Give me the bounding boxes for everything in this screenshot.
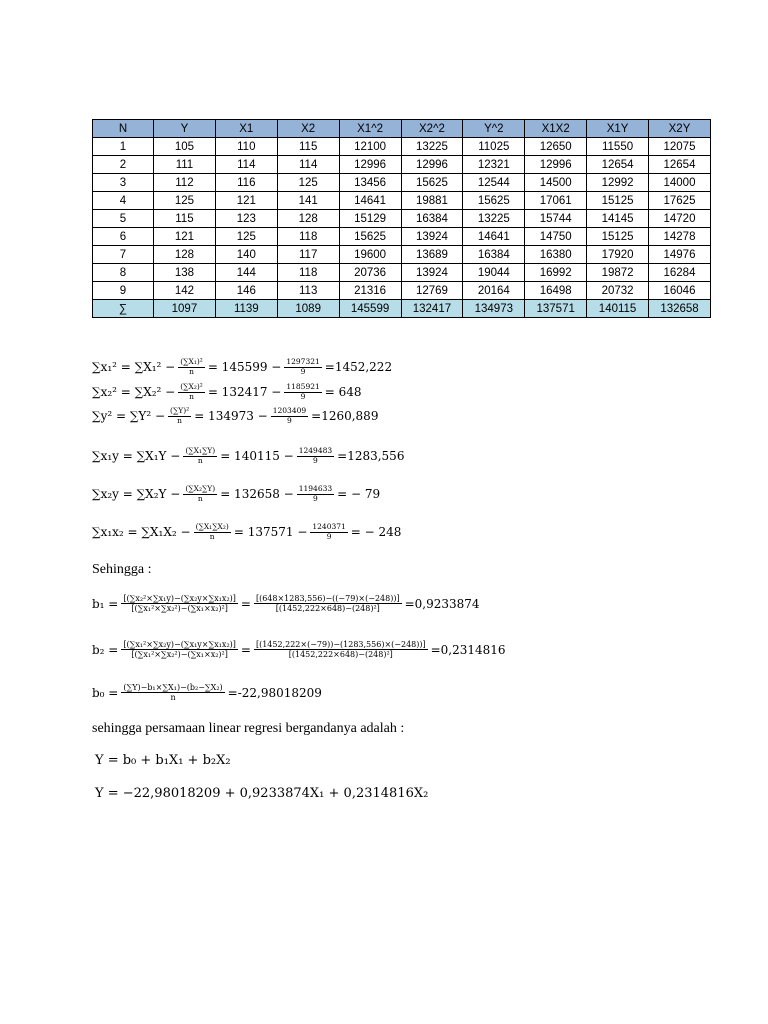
eq-mid: = 137571 − bbox=[233, 525, 308, 540]
sum-row bbox=[93, 300, 711, 318]
table-cell: 117 bbox=[277, 246, 339, 264]
fraction: $\frac{1203409}{9}$ bbox=[272, 406, 307, 425]
table-cell: 16992 bbox=[525, 264, 587, 282]
fraction: $\frac{1297321}{9}$ bbox=[286, 357, 320, 376]
fraction: $\frac{1240371}{9}$ bbox=[312, 522, 346, 541]
fraction: $\frac{1249483}{9}$ bbox=[298, 446, 333, 465]
table-cell: 20736 bbox=[339, 264, 401, 282]
table-row bbox=[93, 210, 711, 228]
table-cell: 12654 bbox=[587, 156, 649, 174]
table-cell: 14720 bbox=[649, 210, 711, 228]
sum-cell: 132658 bbox=[649, 300, 711, 318]
eq-mid: = 140115 − bbox=[220, 449, 294, 464]
table-cell: 20732 bbox=[587, 282, 649, 300]
column-header: X2Y bbox=[649, 120, 711, 138]
table-cell: 13689 bbox=[401, 246, 463, 264]
table-cell: 13924 bbox=[401, 228, 463, 246]
equals-sign: = bbox=[240, 642, 251, 657]
table-cell: 115 bbox=[154, 210, 216, 228]
table-cell: 128 bbox=[277, 210, 339, 228]
fraction: $\frac{1185921}{9}$ bbox=[286, 382, 320, 401]
column-header: X2 bbox=[277, 120, 339, 138]
fraction: $\frac{[(1452,222\times(-79))-(1283,556)\times(-248))]}{\text{[(1452,222×648)−(248)²]}}$ bbox=[255, 640, 426, 660]
table-row bbox=[93, 138, 711, 156]
table-cell: 12769 bbox=[401, 282, 463, 300]
equals-sign: = bbox=[240, 596, 251, 611]
eq-rhs: = − 79 bbox=[337, 487, 381, 502]
fraction: $\frac{\text{(∑X₂∑Y)}}{n}$ bbox=[185, 484, 216, 503]
column-header: N bbox=[93, 120, 154, 138]
sum-cell: 132417 bbox=[401, 300, 463, 318]
sum-cell: 137571 bbox=[525, 300, 587, 318]
table-cell: 12996 bbox=[339, 156, 401, 174]
table-cell: 15625 bbox=[401, 174, 463, 192]
equation-sum-x2y bbox=[92, 485, 380, 503]
table-cell: 15625 bbox=[463, 192, 525, 210]
regression-model-final: Y = −22,98018209 + 0,9233874X₁ + 0,2314816X₂ bbox=[95, 786, 429, 801]
equation-b0 bbox=[92, 683, 322, 702]
eq-lhs: ∑x₁y = ∑X₁Y − bbox=[92, 449, 181, 464]
table-cell: 17920 bbox=[587, 246, 649, 264]
eq-rhs: = − 248 bbox=[350, 525, 402, 540]
table-cell: 17625 bbox=[649, 192, 711, 210]
eq-rhs: = 648 bbox=[324, 385, 362, 400]
fraction: $\frac{\text{(∑X₁∑Y)}}{n}$ bbox=[185, 446, 216, 465]
table-cell: 14000 bbox=[649, 174, 711, 192]
table-cell: 16046 bbox=[649, 282, 711, 300]
column-header: X1X2 bbox=[525, 120, 587, 138]
table-cell: 12321 bbox=[463, 156, 525, 174]
fraction: $\frac{\text{(∑Y)²}}{n}$ bbox=[170, 406, 190, 425]
eq-lhs: ∑x₂² = ∑X₂² − bbox=[92, 385, 176, 400]
table-cell: 6 bbox=[93, 228, 154, 246]
equation-sum-x2-squared bbox=[92, 383, 362, 401]
table-cell: 146 bbox=[215, 282, 277, 300]
table-cell: 125 bbox=[154, 192, 216, 210]
table-cell: 125 bbox=[215, 228, 277, 246]
table-row bbox=[93, 282, 711, 300]
eq-lhs: b₁ = bbox=[92, 596, 119, 611]
table-cell: 3 bbox=[93, 174, 154, 192]
table-cell: 19872 bbox=[587, 264, 649, 282]
table-cell: 14500 bbox=[525, 174, 587, 192]
sum-cell: ∑ bbox=[93, 300, 154, 318]
table-cell: 21316 bbox=[339, 282, 401, 300]
table-cell: 125 bbox=[277, 174, 339, 192]
eq-rhs: =1260,889 bbox=[311, 409, 379, 424]
table-cell: 141 bbox=[277, 192, 339, 210]
table-cell: 140 bbox=[215, 246, 277, 264]
equation-sum-x1-squared bbox=[92, 358, 392, 376]
data-table bbox=[92, 119, 711, 318]
table-header-row bbox=[93, 120, 711, 138]
table-cell: 12996 bbox=[525, 156, 587, 174]
table-body bbox=[93, 138, 711, 318]
regression-model-general: Y = b₀ + b₁X₁ + b₂X₂ bbox=[95, 753, 231, 768]
table-cell: 142 bbox=[154, 282, 216, 300]
table-cell: 144 bbox=[215, 264, 277, 282]
column-header: Y bbox=[154, 120, 216, 138]
eq-lhs: ∑x₁x₂ = ∑X₁X₂ − bbox=[92, 525, 191, 540]
table-cell: 4 bbox=[93, 192, 154, 210]
table-cell: 128 bbox=[154, 246, 216, 264]
eq-rhs: =-22,98018209 bbox=[227, 685, 322, 700]
table-row bbox=[93, 156, 711, 174]
table-cell: 12996 bbox=[401, 156, 463, 174]
column-header: X1 bbox=[215, 120, 277, 138]
table-cell: 7 bbox=[93, 246, 154, 264]
sum-cell: 1089 bbox=[277, 300, 339, 318]
table-cell: 14145 bbox=[587, 210, 649, 228]
eq-mid: = 132417 − bbox=[207, 385, 282, 400]
equation-sum-x1y bbox=[92, 447, 404, 465]
fraction: $\frac{[(648\times 1283,556)-((-79)\times(-248))]}{\text{[(1452,222×648)−(248)²]}}$ bbox=[255, 594, 400, 614]
table-cell: 14278 bbox=[649, 228, 711, 246]
table-cell: 116 bbox=[215, 174, 277, 192]
table-cell: 114 bbox=[277, 156, 339, 174]
sum-cell: 140115 bbox=[587, 300, 649, 318]
table-cell: 15129 bbox=[339, 210, 401, 228]
column-header: X1^2 bbox=[339, 120, 401, 138]
sum-cell: 1139 bbox=[215, 300, 277, 318]
eq-rhs: =0,9233874 bbox=[404, 596, 480, 611]
sum-cell: 145599 bbox=[339, 300, 401, 318]
table-cell: 111 bbox=[154, 156, 216, 174]
table-cell: 2 bbox=[93, 156, 154, 174]
table-cell: 14641 bbox=[463, 228, 525, 246]
table-cell: 118 bbox=[277, 228, 339, 246]
table-cell: 13225 bbox=[463, 210, 525, 228]
column-header: Y^2 bbox=[463, 120, 525, 138]
table-cell: 115 bbox=[277, 138, 339, 156]
eq-lhs: b₀ = bbox=[92, 685, 119, 700]
table-cell: 123 bbox=[215, 210, 277, 228]
table-cell: 13924 bbox=[401, 264, 463, 282]
table-cell: 15625 bbox=[339, 228, 401, 246]
table-cell: 16498 bbox=[525, 282, 587, 300]
fraction: $\frac{\text{(∑X₂)²}}{n}$ bbox=[180, 382, 203, 401]
eq-mid: = 145599 − bbox=[207, 360, 282, 375]
table-row bbox=[93, 174, 711, 192]
table-row bbox=[93, 192, 711, 210]
eq-lhs: b₂ = bbox=[92, 642, 119, 657]
table-cell: 12100 bbox=[339, 138, 401, 156]
eq-rhs: =1283,556 bbox=[337, 449, 405, 464]
table-cell: 105 bbox=[154, 138, 216, 156]
table-cell: 20164 bbox=[463, 282, 525, 300]
table-row bbox=[93, 228, 711, 246]
fraction: $\frac{\text{[(∑x₂²×∑x₁y)−(∑x₂y×∑x₁x₂)]}}{\text{[(∑x₁²×∑x₂²)−(∑x₁×x₂)²]}}$ bbox=[123, 594, 236, 614]
table-cell: 12075 bbox=[649, 138, 711, 156]
fraction: $\frac{\text{(∑X₁∑X₂)}}{n}$ bbox=[195, 522, 229, 541]
fraction: $\frac{\text{(∑X₁)²}}{n}$ bbox=[180, 357, 203, 376]
table-cell: 16384 bbox=[463, 246, 525, 264]
column-header: X2^2 bbox=[401, 120, 463, 138]
table-cell: 9 bbox=[93, 282, 154, 300]
table-cell: 5 bbox=[93, 210, 154, 228]
eq-mid: = 134973 − bbox=[194, 409, 268, 424]
eq-lhs: ∑x₂y = ∑X₂Y − bbox=[92, 487, 181, 502]
table-cell: 19600 bbox=[339, 246, 401, 264]
table-cell: 121 bbox=[215, 192, 277, 210]
table-cell: 12992 bbox=[587, 174, 649, 192]
column-header: X1Y bbox=[587, 120, 649, 138]
table-cell: 12544 bbox=[463, 174, 525, 192]
table-cell: 118 bbox=[277, 264, 339, 282]
table-cell: 19881 bbox=[401, 192, 463, 210]
table-cell: 14976 bbox=[649, 246, 711, 264]
table-cell: 16384 bbox=[401, 210, 463, 228]
equation-sum-x1x2 bbox=[92, 523, 401, 541]
equation-b1 bbox=[92, 594, 480, 613]
equation-sum-y-squared bbox=[92, 407, 378, 425]
table-cell: 17061 bbox=[525, 192, 587, 210]
table-cell: 15125 bbox=[587, 228, 649, 246]
table-cell: 11550 bbox=[587, 138, 649, 156]
table-cell: 13456 bbox=[339, 174, 401, 192]
sum-cell: 1097 bbox=[154, 300, 216, 318]
eq-rhs: =0,2314816 bbox=[430, 642, 506, 657]
sehingga-label: Sehingga : bbox=[92, 562, 152, 577]
table-cell: 113 bbox=[277, 282, 339, 300]
sum-cell: 134973 bbox=[463, 300, 525, 318]
table-cell: 138 bbox=[154, 264, 216, 282]
equation-b2 bbox=[92, 640, 506, 659]
eq-lhs: ∑x₁² = ∑X₁² − bbox=[92, 360, 176, 375]
table-row bbox=[93, 246, 711, 264]
fraction: $\frac{\text{(∑Y)−b₁×∑X₁)−(b₂−∑X₂)}}{n}$ bbox=[123, 683, 223, 703]
conclusion-text: sehingga persamaan linear regresi bergandanya adalah : bbox=[92, 721, 405, 736]
table-cell: 12654 bbox=[649, 156, 711, 174]
table-cell: 112 bbox=[154, 174, 216, 192]
table-cell: 110 bbox=[215, 138, 277, 156]
table-cell: 16284 bbox=[649, 264, 711, 282]
eq-lhs: ∑y² = ∑Y² − bbox=[92, 409, 166, 424]
table-row bbox=[93, 264, 711, 282]
table-cell: 114 bbox=[215, 156, 277, 174]
table-cell: 12650 bbox=[525, 138, 587, 156]
table-cell: 14641 bbox=[339, 192, 401, 210]
table-cell: 19044 bbox=[463, 264, 525, 282]
fraction: $\frac{1194633}{9}$ bbox=[298, 484, 333, 503]
table-cell: 1 bbox=[93, 138, 154, 156]
table-cell: 13225 bbox=[401, 138, 463, 156]
eq-mid: = 132658 − bbox=[220, 487, 294, 502]
table-cell: 121 bbox=[154, 228, 216, 246]
table-cell: 15125 bbox=[587, 192, 649, 210]
table-cell: 11025 bbox=[463, 138, 525, 156]
table-cell: 14750 bbox=[525, 228, 587, 246]
table-cell: 15744 bbox=[525, 210, 587, 228]
table-cell: 8 bbox=[93, 264, 154, 282]
eq-rhs: =1452,222 bbox=[324, 360, 393, 375]
table-cell: 16380 bbox=[525, 246, 587, 264]
fraction: $\frac{\text{[(∑x₁²×∑x₂y)−(∑x₁y×∑x₁x₂)]}}{\text{[(∑x₁²×∑x₂²)−(∑x₁×x₂)²]}}$ bbox=[123, 640, 236, 660]
